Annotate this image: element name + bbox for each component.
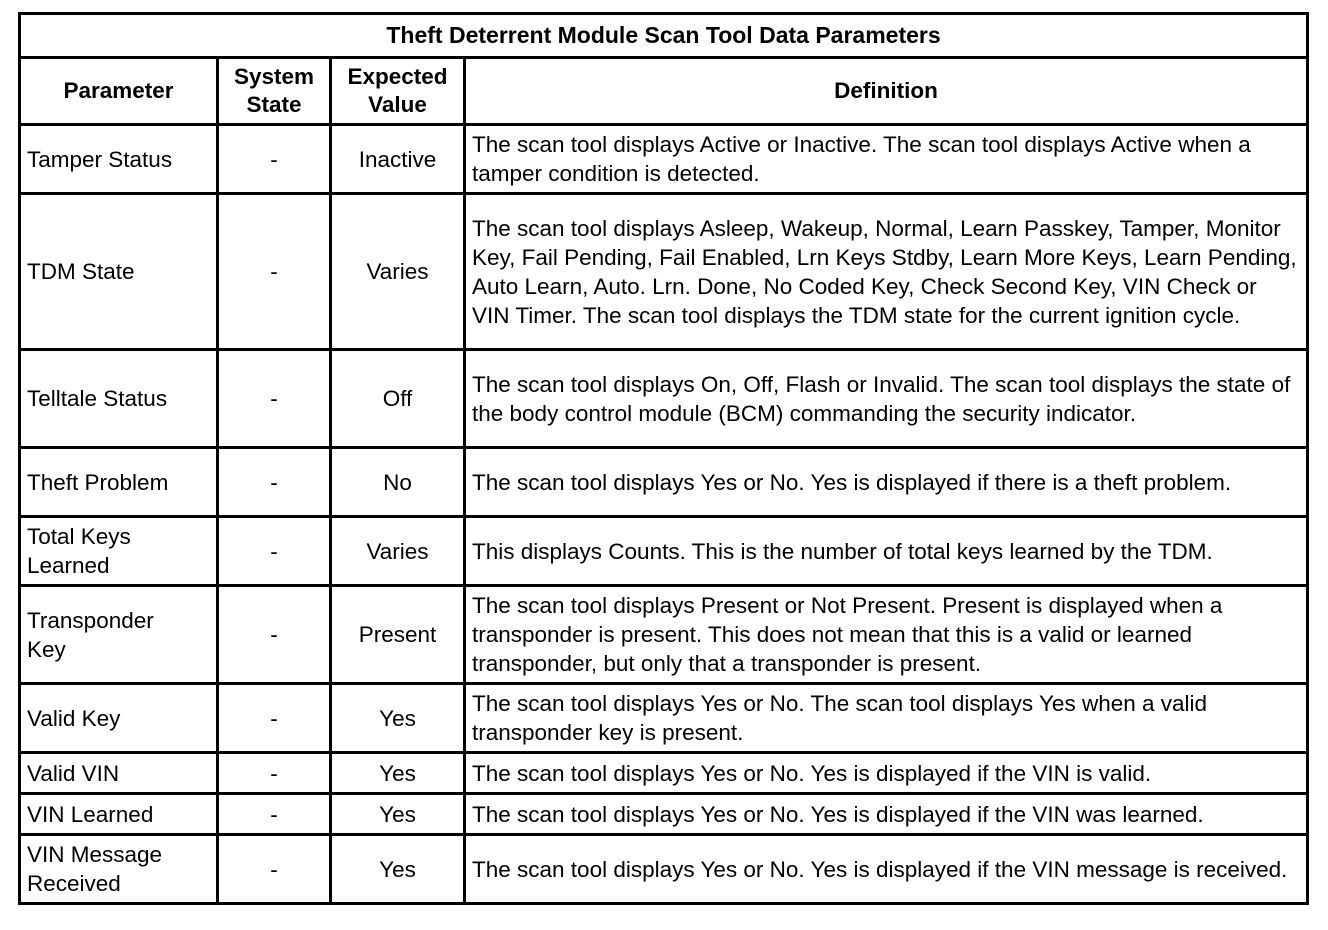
parameter-line: Learned	[27, 553, 110, 578]
expected-value-cell: Off	[331, 350, 465, 448]
expected-value-cell: Yes	[331, 684, 465, 753]
expected-value-cell: Inactive	[331, 125, 465, 194]
header-system-state	[218, 58, 331, 125]
system-state-cell: -	[218, 835, 331, 904]
expected-value-cell: Present	[331, 586, 465, 684]
system-state-cell: -	[218, 586, 331, 684]
parameter-cell	[20, 350, 218, 448]
definition-cell: The scan tool displays On, Off, Flash or Invalid. The scan tool displays the state of the body control module (BCM) commanding the security indicator.	[465, 350, 1308, 448]
header-row	[20, 58, 1308, 125]
parameter-cell	[20, 448, 218, 517]
expected-value-cell: Varies	[331, 194, 465, 350]
parameter-line: Key	[27, 636, 66, 662]
parameter-line: Valid VIN	[27, 760, 120, 786]
definition-cell: This displays Counts. This is the number of total keys learned by the TDM.	[465, 517, 1308, 586]
parameter-line: Telltale Status	[27, 386, 168, 411]
definition-cell: The scan tool displays Yes or No. The scan tool displays Yes when a valid transponder key is present.	[465, 684, 1308, 753]
definition-cell: The scan tool displays Asleep, Wakeup, Normal, Learn Passkey, Tamper, Monitor Key, Fail Pending, Fail Enabled, Lrn Keys Stdby, Learn More Keys, Learn Pending, Auto Learn, Auto. Lrn. Done, No Coded Key, Check Second Key, VIN Check or VIN Timer. The scan tool displays the TDM state for the current ignition cycle.	[465, 194, 1308, 350]
table-row	[20, 684, 1308, 753]
parameter-cell	[20, 835, 218, 904]
system-state-cell: -	[218, 684, 331, 753]
parameter-line: TDM State	[27, 259, 135, 284]
table-row	[20, 125, 1308, 194]
table-title: Theft Deterrent Module Scan Tool Data Parameters	[20, 14, 1308, 58]
definition-cell: The scan tool displays Present or Not Present. Present is displayed when a transponder is present. This does not mean that this is a valid or learned transponder, but only that a transponder is present.	[465, 586, 1308, 684]
parameter-cell	[20, 684, 218, 753]
system-state-cell: -	[218, 794, 331, 835]
parameter-line: Received	[27, 871, 121, 896]
header-parameter: Parameter	[20, 58, 218, 125]
parameter-cell	[20, 794, 218, 835]
expected-value-cell: Yes	[331, 794, 465, 835]
header-expected-line2: Value	[368, 92, 427, 117]
parameter-cell	[20, 586, 218, 684]
table-row	[20, 350, 1308, 448]
table-row	[20, 586, 1308, 684]
expected-value-cell: Yes	[331, 835, 465, 904]
parameter-cell	[20, 125, 218, 194]
system-state-cell: -	[218, 194, 331, 350]
parameter-line: Transponder	[27, 607, 154, 633]
definition-cell: The scan tool displays Yes or No. Yes is displayed if the VIN message is received.	[465, 835, 1308, 904]
system-state-cell: -	[218, 350, 331, 448]
table-row	[20, 794, 1308, 835]
parameter-cell	[20, 194, 218, 350]
system-state-cell: -	[218, 448, 331, 517]
expected-value-cell: No	[331, 448, 465, 517]
definition-cell: The scan tool displays Yes or No. Yes is displayed if there is a theft problem.	[465, 448, 1308, 517]
definition-cell: The scan tool displays Active or Inactive. The scan tool displays Active when a tamper condition is detected.	[465, 125, 1308, 194]
expected-value-cell: Yes	[331, 753, 465, 794]
system-state-cell: -	[218, 125, 331, 194]
header-expected-value	[331, 58, 465, 125]
parameter-line: Valid Key	[27, 705, 121, 731]
header-system-state-line2: State	[246, 92, 302, 117]
table-row	[20, 448, 1308, 517]
scan-tool-data-table	[18, 12, 1309, 905]
system-state-cell: -	[218, 753, 331, 794]
table-row	[20, 517, 1308, 586]
parameter-line: VIN Message	[27, 842, 163, 867]
parameter-line: Tamper Status	[27, 146, 173, 172]
definition-cell: The scan tool displays Yes or No. Yes is displayed if the VIN is valid.	[465, 753, 1308, 794]
parameter-line: VIN Learned	[27, 801, 154, 827]
table-row	[20, 753, 1308, 794]
parameter-line: Total Keys	[27, 524, 131, 549]
parameter-cell	[20, 753, 218, 794]
system-state-cell: -	[218, 517, 331, 586]
table-body	[20, 125, 1308, 904]
parameter-line: Theft Problem	[27, 469, 169, 495]
header-system-state-line1: System	[233, 64, 315, 89]
parameter-cell	[20, 517, 218, 586]
expected-value-cell: Varies	[331, 517, 465, 586]
definition-cell: The scan tool displays Yes or No. Yes is displayed if the VIN was learned.	[465, 794, 1308, 835]
header-definition: Definition	[465, 58, 1308, 125]
table-row	[20, 835, 1308, 904]
header-expected-line1: Expected	[347, 64, 448, 89]
table-row	[20, 194, 1308, 350]
